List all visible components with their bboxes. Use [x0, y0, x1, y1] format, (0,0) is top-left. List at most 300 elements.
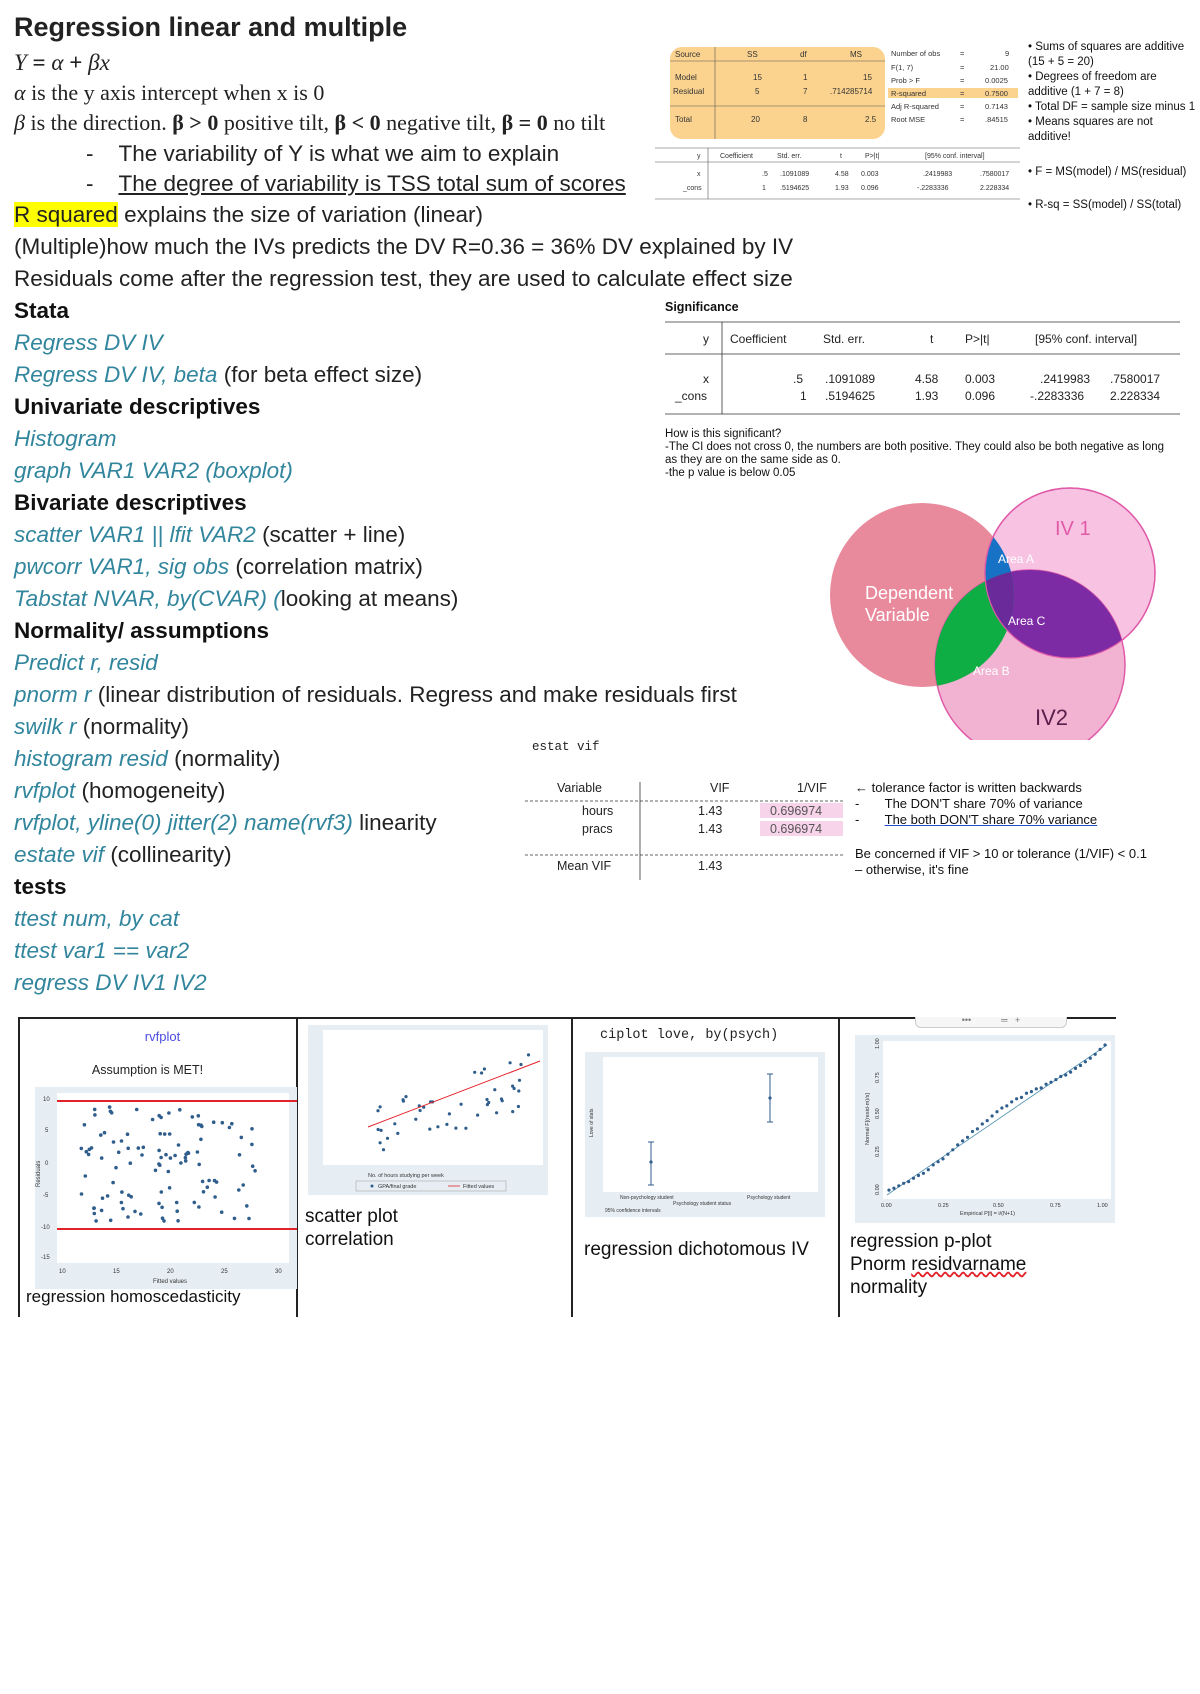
rvfplot-point — [228, 1126, 232, 1130]
cmd-hist-resid: histogram resid (normality) — [14, 746, 281, 771]
svg-text:25: 25 — [221, 1269, 228, 1275]
rvfplot-point — [88, 1148, 92, 1152]
svg-text:=: = — [960, 102, 965, 111]
svg-text:2.228334: 2.228334 — [1110, 389, 1161, 403]
scatter-chart — [308, 1025, 548, 1195]
significance-label: Significance — [665, 300, 739, 314]
svg-text:95% confidence intervals: 95% confidence intervals — [605, 1208, 661, 1214]
svg-text:Adj R-squared: Adj R-squared — [891, 102, 939, 111]
scatter-point — [527, 1053, 530, 1056]
svg-text:y: y — [697, 153, 701, 160]
svg-text:-10: -10 — [41, 1225, 50, 1231]
venn-area-a: Area A — [998, 552, 1035, 566]
rvfplot-subtitle: Assumption is MET! — [91, 1063, 204, 1077]
rvfplot-point — [162, 1219, 166, 1223]
pnorm-point — [1025, 1092, 1028, 1095]
svg-text:=: = — [960, 63, 965, 72]
scatter-point — [486, 1103, 489, 1106]
rvfplot-point — [179, 1161, 183, 1165]
rvfplot-point — [160, 1190, 164, 1194]
pnorm-point — [1059, 1075, 1062, 1078]
pnorm-point — [966, 1136, 969, 1139]
svg-text:_cons: _cons — [683, 185, 702, 192]
svg-text:=: = — [960, 89, 965, 98]
rvfplot-point — [197, 1163, 201, 1167]
svg-text:.5194625: .5194625 — [825, 389, 876, 403]
svg-text:15: 15 — [113, 1269, 120, 1275]
rvfplot-point — [164, 1153, 168, 1157]
rvfplot-point — [126, 1132, 130, 1136]
svg-text:VIF: VIF — [710, 781, 730, 795]
svg-text:Prob > F: Prob > F — [891, 76, 920, 85]
pnorm-point — [1084, 1060, 1087, 1063]
rvfplot-point — [151, 1118, 155, 1122]
svg-text:-.2283336: -.2283336 — [1030, 389, 1085, 403]
pnorm-point — [971, 1130, 974, 1133]
scatter-point — [485, 1098, 488, 1101]
svg-text:=: = — [960, 115, 965, 124]
pnorm-point — [1035, 1087, 1038, 1090]
svg-text:0.0025: 0.0025 — [985, 76, 1008, 85]
svg-text:20: 20 — [751, 115, 760, 124]
svg-text:10: 10 — [43, 1097, 50, 1103]
significance-block — [665, 300, 1185, 480]
rvfplot-point — [100, 1156, 104, 1160]
anova-h-df: df — [800, 50, 807, 59]
svg-text:21.00: 21.00 — [990, 63, 1009, 72]
panel-divider-3 — [571, 1017, 573, 1317]
rvfplot-point — [201, 1180, 205, 1184]
svg-text:Root MSE: Root MSE — [891, 115, 926, 124]
pnorm-point — [1015, 1097, 1018, 1100]
anova-h-source: Source — [675, 50, 701, 59]
pnorm-point — [1079, 1064, 1082, 1067]
bullet-tss: - The degree of variability is TSS total sum of scores — [86, 171, 626, 196]
svg-text:[95% conf. interval]: [95% conf. interval] — [925, 153, 985, 160]
rvfplot-chart — [35, 1087, 297, 1289]
svg-text:0.25: 0.25 — [875, 1146, 881, 1157]
svg-text:.84515: .84515 — [985, 115, 1008, 124]
rvfplot-point — [83, 1123, 87, 1127]
svg-text:1.00: 1.00 — [1097, 1203, 1108, 1209]
pnorm-point — [961, 1139, 964, 1142]
rvfplot-point — [221, 1121, 225, 1125]
svg-text:9: 9 — [1005, 49, 1010, 58]
cmd-regress-multiple: regress DV IV1 IV2 — [14, 970, 207, 995]
rvfplot-point — [197, 1205, 201, 1209]
pnorm-point — [1000, 1106, 1003, 1109]
rvfplot-point — [93, 1212, 97, 1216]
pnorm-point — [1094, 1053, 1097, 1056]
significance-notes: How is this significant? -The CI does not cross 0, the numbers are both positive. They could also be both negative as long as they are on the same side as 0. -the p value is below 0.05 — [665, 428, 1165, 479]
svg-text:Normal F[(resid-m)/s]: Normal F[(resid-m)/s] — [865, 1093, 871, 1145]
cmd-regress-beta: Regress DV IV, beta (for beta effect size) — [14, 362, 423, 387]
rvfplot-point — [167, 1170, 171, 1174]
ciplot-chart — [585, 1052, 825, 1217]
scatter-point — [517, 1089, 520, 1092]
panel-ciplot — [585, 1052, 825, 1217]
anova-coef-table — [682, 153, 1009, 192]
svg-text:Coefficient: Coefficient — [720, 153, 753, 160]
svg-text:Psychology student status: Psychology student status — [673, 1201, 732, 1207]
rvfplot-point — [191, 1115, 195, 1119]
svg-text:0.003: 0.003 — [861, 171, 879, 178]
svg-text:1/VIF: 1/VIF — [797, 781, 827, 795]
scatter-point — [445, 1123, 448, 1126]
anova-stats — [891, 49, 1009, 124]
scatter-point — [376, 1109, 379, 1112]
rvfplot-point — [251, 1164, 255, 1168]
caption-pplot: regression p-plot Pnorm residvarname normality — [850, 1231, 1027, 1298]
rvfplot-point — [80, 1192, 84, 1196]
caption-scatter: scatter plot correlation — [305, 1206, 398, 1250]
svg-text:0.7143: 0.7143 — [985, 102, 1008, 111]
scatter-point — [509, 1061, 512, 1064]
svg-text:0.00: 0.00 — [875, 1184, 881, 1195]
regression-equation: Y = α + βx — [14, 50, 110, 75]
rvfplot-point — [163, 1132, 167, 1136]
rvfplot-point — [120, 1190, 124, 1194]
pnorm-point — [1064, 1073, 1067, 1076]
rvfplot-point — [135, 1108, 139, 1112]
vif-notes: ← tolerance factor is written backwards - The DON'T share 70% of variance - The both DON'T share 70% variance Be concerned if VIF > 10 or tolerance (1/VIF) < 0.1 – otherwise, it's fine — [855, 780, 1147, 877]
svg-text:5: 5 — [45, 1128, 49, 1134]
svg-text:Number of obs: Number of obs — [891, 49, 941, 58]
page-title: Regression linear and multiple — [14, 12, 408, 42]
rvfplot-point — [247, 1217, 251, 1221]
svg-text:0.696974: 0.696974 — [770, 804, 823, 818]
svg-text:.2419983: .2419983 — [1040, 372, 1091, 386]
scatter-point — [393, 1122, 396, 1125]
residuals-line: Residuals come after the regression test, they are used to calculate effect size — [14, 266, 793, 291]
panel-divider-4 — [838, 1017, 840, 1317]
rvfplot-point — [220, 1210, 224, 1214]
rvfplot-point — [94, 1219, 98, 1223]
scatter-point — [454, 1127, 457, 1130]
scatter-point — [379, 1105, 382, 1108]
svg-text:10: 10 — [59, 1269, 66, 1275]
rvfplot-point — [142, 1146, 146, 1150]
cmd-swilk: swilk r (normality) — [14, 714, 190, 739]
pnorm-chart — [855, 1035, 1115, 1223]
svg-text:t: t — [930, 332, 934, 346]
rvfplot-point — [120, 1201, 124, 1205]
venn-dv-label-2: Variable — [865, 605, 930, 625]
pnorm-point — [927, 1168, 930, 1171]
anova-table-graphic — [655, 42, 1020, 212]
scatter-point — [500, 1097, 503, 1100]
svg-text:Psychology student: Psychology student — [747, 1195, 791, 1201]
pnorm-point — [1020, 1096, 1023, 1099]
rvfplot-point — [117, 1151, 121, 1155]
rvfplot-point — [127, 1193, 131, 1197]
svg-text:Std. err.: Std. err. — [823, 332, 866, 346]
cmd-rvfplot-yline: rvfplot, yline(0) jitter(2) name(rvf3) linearity — [14, 810, 437, 835]
rvfplot-point — [197, 1123, 201, 1127]
rvfplot-point — [101, 1196, 105, 1200]
cmd-regress: Regress DV IV — [14, 330, 163, 355]
univariate-heading: Univariate descriptives — [14, 394, 261, 419]
cmd-histogram: Histogram — [14, 426, 117, 451]
rvfplot-title: rvfplot — [144, 1029, 181, 1044]
cmd-rvfplot: rvfplot (homogeneity) — [14, 778, 226, 803]
rvfplot-point — [184, 1156, 188, 1160]
scatter-point — [414, 1118, 417, 1121]
rvfplot-point — [184, 1159, 188, 1163]
svg-text:GPA/final grade: GPA/final grade — [378, 1184, 417, 1190]
pnorm-point — [887, 1189, 890, 1192]
rvfplot-point — [250, 1143, 254, 1147]
pnorm-point — [1103, 1043, 1106, 1046]
rvfplot-point — [103, 1131, 107, 1135]
rvfplot-point — [250, 1127, 254, 1131]
rvfplot-point — [157, 1114, 161, 1118]
cmd-pwcorr: pwcorr VAR1, sig obs (correlation matrix) — [14, 554, 423, 579]
anova-notes: • Sums of squares are additive (15 + 5 = 20) • Degrees of freedom are additive (1 + 7 = 8) • Total DF = sample size minus 1 • Means squares are not additive! • F = MS(model) / MS(residual) • R-sq = SS(model) / SS(total) — [1028, 41, 1196, 211]
svg-text:2.228334: 2.228334 — [980, 185, 1010, 192]
scatter-point — [404, 1095, 407, 1098]
cmd-ttest-by: ttest num, by cat — [14, 906, 180, 931]
rvfplot-point — [175, 1201, 179, 1205]
pnorm-point — [1099, 1048, 1102, 1051]
rvfplot-point — [93, 1113, 97, 1117]
rvfplot-point — [202, 1190, 206, 1194]
scatter-point — [448, 1112, 451, 1115]
rvfplot-point — [99, 1133, 103, 1137]
svg-text:-.2283336: -.2283336 — [917, 185, 949, 192]
pnorm-point — [1010, 1100, 1013, 1103]
svg-text:P>|t|: P>|t| — [965, 332, 990, 346]
anova-model: Model — [675, 73, 697, 82]
rvfplot-point — [111, 1181, 115, 1185]
pnorm-point — [897, 1184, 900, 1187]
rvfplot-point — [177, 1143, 181, 1147]
svg-text:R-squared: R-squared — [891, 89, 927, 98]
pnorm-point — [941, 1157, 944, 1160]
bullet-variability: - The variability of Y is what we aim to explain — [86, 141, 560, 166]
scatter-point — [495, 1111, 498, 1114]
rvfplot-point — [230, 1122, 234, 1126]
rvfplot-point — [126, 1215, 130, 1219]
scatter-point — [483, 1067, 486, 1070]
svg-text:.1091089: .1091089 — [825, 372, 876, 386]
rvfplot-point — [129, 1161, 133, 1165]
pnorm-point — [951, 1148, 954, 1151]
pnorm-point — [937, 1160, 940, 1163]
svg-text:0.75: 0.75 — [875, 1072, 881, 1083]
rvfplot-point — [240, 1136, 244, 1140]
rvfplot-point — [158, 1132, 162, 1136]
svg-text:Mean VIF: Mean VIF — [557, 859, 612, 873]
svg-text:y: y — [703, 332, 709, 346]
svg-text:7: 7 — [803, 87, 808, 96]
pnorm-point — [995, 1110, 998, 1113]
cmd-scatter: scatter VAR1 || lfit VAR2 (scatter + line) — [14, 522, 406, 547]
svg-text:.2419983: .2419983 — [923, 171, 953, 178]
rvfplot-point — [137, 1146, 141, 1150]
rvfplot-point — [112, 1140, 116, 1144]
rvfplot-point — [167, 1111, 171, 1115]
svg-text:15: 15 — [863, 73, 872, 82]
pnorm-point — [956, 1143, 959, 1146]
pnorm-point — [986, 1119, 989, 1122]
svg-text:1.43: 1.43 — [698, 822, 723, 836]
svg-text:2.5: 2.5 — [865, 115, 877, 124]
pnorm-point — [976, 1127, 979, 1130]
svg-text:Coefficient: Coefficient — [730, 332, 787, 346]
svg-text:hours: hours — [582, 804, 614, 818]
pnorm-point — [946, 1153, 949, 1156]
scatter-point — [460, 1103, 463, 1106]
rvfplot-point — [253, 1169, 257, 1173]
rvfplot-point — [197, 1114, 201, 1118]
venn-area-b: Area B — [973, 664, 1010, 678]
tests-heading: tests — [14, 874, 67, 899]
venn-diagram — [830, 485, 1190, 740]
pnorm-point — [932, 1163, 935, 1166]
caption-homoscedasticity: regression homoscedasticity — [26, 1287, 241, 1306]
svg-text:1.93: 1.93 — [915, 389, 939, 403]
anova-output — [655, 42, 1020, 212]
svg-text:_cons: _cons — [675, 389, 708, 403]
cmd-graph: graph VAR1 VAR2 (boxplot) — [14, 458, 293, 483]
beta-definition: β is the direction. β > 0 positive tilt, β < 0 negative tilt, β = 0 no tilt — [14, 110, 606, 135]
svg-text:.5194625: .5194625 — [780, 185, 810, 192]
pnorm-point — [1005, 1104, 1008, 1107]
rvfplot-point — [93, 1108, 97, 1112]
svg-text:20: 20 — [167, 1269, 174, 1275]
svg-text:.5: .5 — [793, 372, 804, 386]
rvfplot-point — [193, 1201, 197, 1205]
svg-text:1: 1 — [800, 389, 807, 403]
rvfplot-point — [213, 1179, 217, 1183]
scatter-point — [464, 1127, 467, 1130]
panel-divider-1 — [18, 1017, 20, 1317]
svg-text:Fitted values: Fitted values — [153, 1279, 188, 1285]
svg-text:No. of hours studying per week: No. of hours studying per week — [368, 1173, 444, 1179]
svg-text:=: = — [960, 76, 965, 85]
rvfplot-point — [212, 1120, 216, 1124]
venn-iv2-label: IV2 — [1035, 705, 1069, 730]
svg-text:.7580017: .7580017 — [1110, 372, 1161, 386]
svg-text:1.43: 1.43 — [698, 859, 723, 873]
rvfplot-point — [213, 1195, 217, 1199]
rvfplot-point — [109, 1110, 113, 1114]
svg-text:30: 30 — [275, 1269, 282, 1275]
scatter-point — [379, 1141, 382, 1144]
svg-text:Residuals: Residuals — [36, 1160, 42, 1187]
rvfplot-point — [85, 1150, 89, 1154]
svg-text:1: 1 — [762, 185, 766, 192]
rvfplot-point — [157, 1202, 161, 1206]
svg-text:P>|t|: P>|t| — [865, 153, 880, 160]
rvfplot-point — [84, 1174, 88, 1178]
cmd-ttest-paired: ttest var1 == var2 — [14, 938, 190, 963]
svg-text:0.50: 0.50 — [875, 1108, 881, 1119]
pnorm-point — [922, 1172, 925, 1175]
pnorm-point — [912, 1177, 915, 1180]
svg-text:Fitted values: Fitted values — [463, 1184, 495, 1190]
pnorm-point — [907, 1180, 910, 1183]
scatter-point — [436, 1125, 439, 1128]
svg-text:1: 1 — [803, 73, 808, 82]
rvfplot-point — [100, 1209, 104, 1213]
venn-area-c: Area C — [1008, 614, 1046, 628]
window-chrome: ••• ═ + — [915, 1017, 1120, 1027]
svg-text:8: 8 — [803, 115, 808, 124]
svg-text:0: 0 — [45, 1161, 49, 1167]
scatter-point — [480, 1071, 483, 1074]
cmd-predict: Predict r, resid — [14, 650, 158, 675]
pnorm-point — [1089, 1057, 1092, 1060]
rvfplot-point — [114, 1166, 118, 1170]
rvfplot-point — [160, 1206, 164, 1210]
pnorm-point — [1074, 1067, 1077, 1070]
rvfplot-point — [109, 1219, 113, 1223]
pnorm-point — [981, 1122, 984, 1125]
rvfplot-point — [121, 1207, 125, 1211]
rvfplot-point — [173, 1154, 177, 1158]
pnorm-point — [892, 1187, 895, 1190]
svg-text:0.096: 0.096 — [965, 389, 996, 403]
svg-text:Empirical P[i] = i/(N+1): Empirical P[i] = i/(N+1) — [960, 1211, 1016, 1217]
rvfplot-point — [238, 1153, 242, 1157]
significance-table — [665, 317, 1185, 417]
rvfplot-point — [157, 1162, 161, 1166]
rvfplot-point — [245, 1204, 249, 1208]
pnorm-point — [902, 1182, 905, 1185]
svg-text:1.93: 1.93 — [835, 185, 849, 192]
rvfplot-point — [108, 1105, 112, 1109]
scatter-point — [476, 1114, 479, 1117]
scatter-point — [396, 1132, 399, 1135]
panel-scatter — [308, 1025, 548, 1195]
venn-iv1-label: IV 1 — [1055, 518, 1091, 540]
svg-text:[95% conf. interval]: [95% conf. interval] — [1035, 332, 1138, 346]
svg-text:4.58: 4.58 — [915, 372, 939, 386]
scatter-point — [428, 1128, 431, 1131]
scatter-point — [517, 1105, 520, 1108]
rvfplot-point — [139, 1212, 143, 1216]
pnorm-point — [1030, 1090, 1033, 1093]
rvfplot-point — [140, 1153, 144, 1157]
rvfplot-point — [199, 1138, 203, 1142]
svg-text:1.00: 1.00 — [875, 1038, 881, 1049]
svg-text:Variable: Variable — [557, 781, 602, 795]
svg-text:.5: .5 — [762, 171, 768, 178]
svg-text:0.7500: 0.7500 — [985, 89, 1008, 98]
multiple-line: (Multiple)how much the IVs predicts the DV R=0.36 = 36% DV explained by IV — [14, 234, 794, 259]
rvfplot-point — [206, 1185, 210, 1189]
venn-dv-label-1: Dependent — [865, 583, 954, 603]
rvfplot-point — [126, 1147, 130, 1151]
svg-text:-5: -5 — [43, 1193, 49, 1199]
rvfplot-point — [168, 1132, 172, 1136]
pnorm-point — [1069, 1071, 1072, 1074]
svg-text:0.25: 0.25 — [938, 1203, 949, 1209]
rvfplot-point — [200, 1125, 204, 1129]
r-squared-line: R squared explains the size of variation (linear) — [14, 202, 484, 227]
rvfplot-point — [133, 1210, 137, 1214]
vif-cmd: estat vif — [532, 740, 600, 754]
scatter-point — [519, 1063, 522, 1066]
svg-text:pracs: pracs — [582, 822, 613, 836]
svg-text:15: 15 — [753, 73, 762, 82]
rvfplot-point — [186, 1151, 190, 1155]
rvfplot-point — [233, 1217, 237, 1221]
svg-text:Love of stats: Love of stats — [589, 1108, 595, 1137]
rvfplot-point — [159, 1156, 163, 1160]
